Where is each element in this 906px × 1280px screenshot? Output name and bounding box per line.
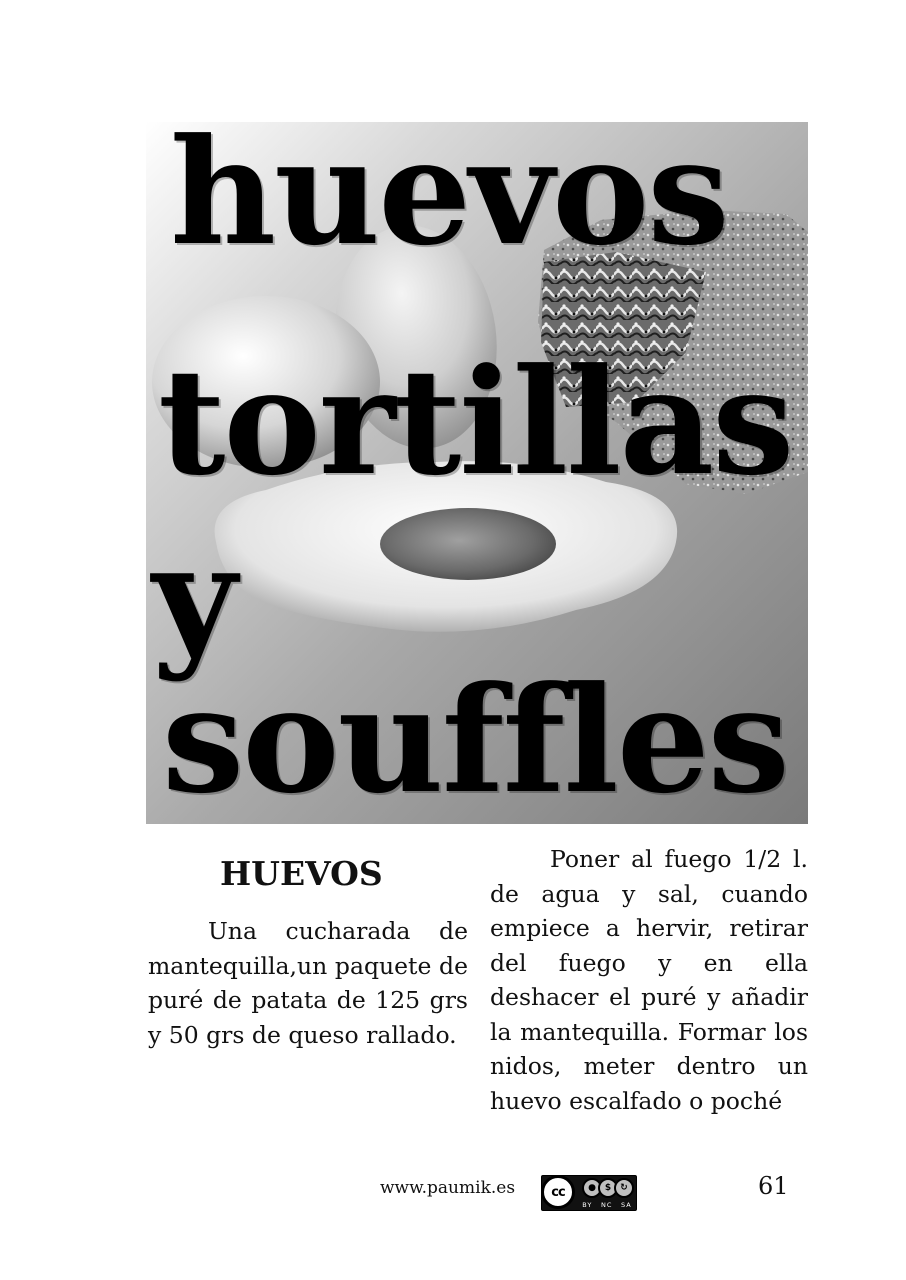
fried-egg-yolk — [380, 508, 556, 580]
page-number: 61 — [758, 1172, 789, 1200]
attribution-icon: ● — [582, 1178, 602, 1198]
cover-title-line-3: y — [152, 513, 235, 684]
cc-logo-icon: cc — [541, 1175, 575, 1209]
noncommercial-icon: $ — [598, 1178, 618, 1198]
cover-title-line-1: huevos — [170, 122, 728, 278]
section-heading: HUEVOS — [220, 854, 383, 893]
license-terms — [578, 1200, 636, 1210]
instructions-paragraph — [490, 842, 808, 1118]
footer-url: www.paumik.es — [380, 1178, 516, 1198]
license-term-sa: SA — [620, 1201, 632, 1209]
cc-license-badge — [541, 1175, 637, 1211]
cover-title-line-4: souffles — [162, 655, 788, 824]
right-column — [490, 842, 808, 1118]
sharealike-icon: ↻ — [614, 1178, 634, 1198]
ingredients-text: Una cucharada de mantequilla,un paquete de puré de patata de 125 grs y 50 grs de queso rallado. — [148, 917, 468, 1049]
license-term-by: BY — [582, 1201, 593, 1209]
cover-title-line-2: tortillas — [158, 337, 793, 508]
license-term-nc: NC — [600, 1201, 613, 1209]
left-column — [148, 848, 468, 1052]
ingredients-paragraph — [148, 914, 468, 1052]
instructions-text: Poner al fuego 1/2 l. de agua y sal, cuando empiece a hervir, retirar del fuego y en ella deshacer el puré y añadir la mantequilla. Formar los nidos, meter dentro un huevo escalfado o poché — [490, 845, 808, 1115]
cover-illustration — [146, 122, 808, 824]
